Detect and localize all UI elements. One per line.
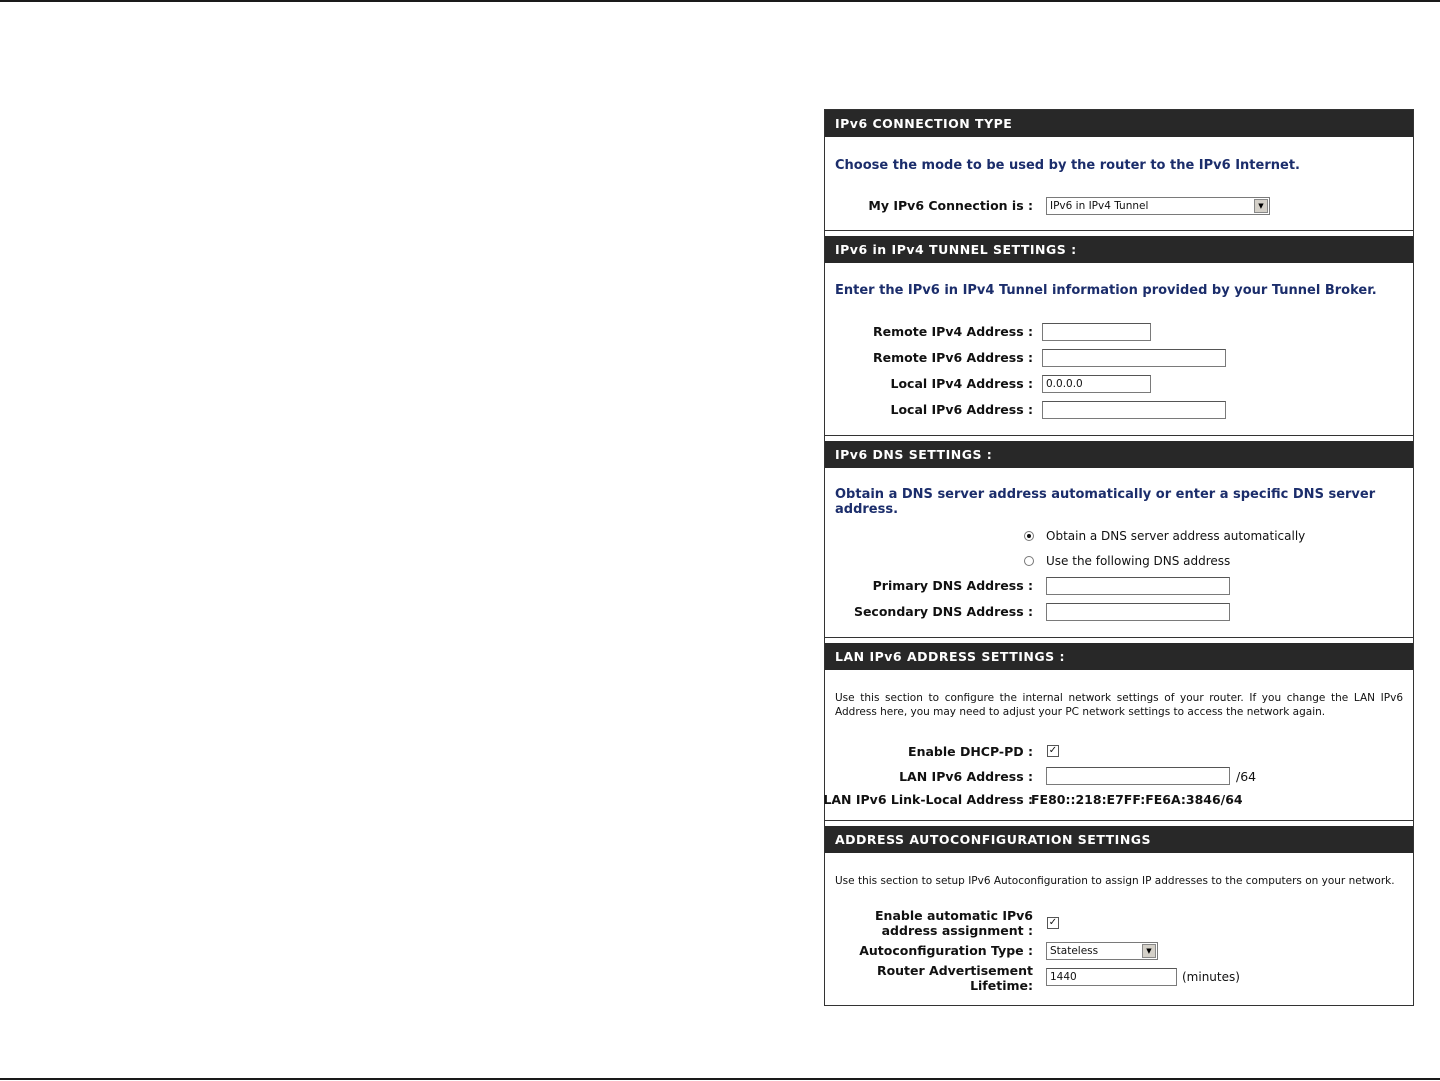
dhcp-pd-label: Enable DHCP-PD : bbox=[908, 744, 1033, 759]
secondary-dns-label: Secondary DNS Address : bbox=[853, 604, 1033, 619]
lan-ipv6-input[interactable] bbox=[1046, 767, 1230, 785]
tunnel-settings-intro: Enter the IPv6 in IPv4 Tunnel information provided by your Tunnel Broker. bbox=[835, 283, 1377, 298]
lan-ipv6-label: LAN IPv6 Address : bbox=[899, 769, 1033, 784]
lan-settings-header: LAN IPv6 ADDRESS SETTINGS : bbox=[825, 643, 1413, 670]
enable-auto-assign-label-line2: address assignment : bbox=[881, 923, 1033, 938]
local-ipv6-input[interactable] bbox=[1042, 401, 1226, 419]
ra-lifetime-label-line2: Lifetime: bbox=[970, 978, 1033, 993]
connection-type-select[interactable] bbox=[1046, 197, 1270, 215]
section-divider bbox=[825, 637, 1413, 638]
local-ipv4-input[interactable] bbox=[1042, 375, 1151, 393]
connection-type-header: IPv6 CONNECTION TYPE bbox=[825, 110, 1413, 137]
link-local-value: FE80::218:E7FF:FE6A:3846/64 bbox=[1031, 792, 1243, 807]
secondary-dns-input[interactable] bbox=[1046, 603, 1230, 621]
section-divider bbox=[825, 820, 1413, 821]
connection-type-selected: IPv6 in IPv4 Tunnel bbox=[1050, 200, 1149, 212]
ra-lifetime-label bbox=[877, 963, 1033, 993]
chevron-down-icon: ▼ bbox=[1142, 944, 1156, 958]
remote-ipv6-input[interactable] bbox=[1042, 349, 1226, 367]
connection-type-label: My IPv6 Connection is : bbox=[868, 198, 1033, 213]
enable-auto-assign-checkbox[interactable]: ✓ bbox=[1048, 917, 1058, 928]
local-ipv4-label: Local IPv4 Address : bbox=[890, 376, 1033, 391]
section-divider bbox=[825, 435, 1413, 436]
ra-lifetime-unit: (minutes) bbox=[1182, 970, 1240, 984]
dns-settings-header: IPv6 DNS SETTINGS : bbox=[825, 441, 1413, 468]
top-rule bbox=[0, 0, 1440, 2]
enable-auto-assign-label bbox=[875, 908, 1033, 938]
dns-settings-intro: Obtain a DNS server address automatically or enter a specific DNS server address. bbox=[835, 487, 1376, 517]
dns-manual-label: Use the following DNS address bbox=[1046, 554, 1231, 568]
remote-ipv4-input[interactable] bbox=[1042, 323, 1151, 341]
tunnel-settings-header: IPv6 in IPv4 TUNNEL SETTINGS : bbox=[825, 236, 1413, 263]
dns-auto-radio[interactable] bbox=[1024, 531, 1034, 541]
remote-ipv4-label: Remote IPv4 Address : bbox=[873, 324, 1033, 339]
autoconfig-intro: Use this section to setup IPv6 Autoconfiguration to assign IP addresses to the computers on your network. bbox=[835, 875, 1395, 887]
lan-settings-intro: Use this section to configure the internal network settings of your router. If you change the LAN IPv6 Address here, you may need to adjust your PC network settings to access the network again. bbox=[835, 692, 1403, 718]
connection-type-intro: Choose the mode to be used by the router to the IPv6 Internet. bbox=[835, 158, 1300, 173]
autoconfig-type-label: Autoconfiguration Type : bbox=[859, 943, 1033, 958]
ra-lifetime-input[interactable] bbox=[1046, 968, 1177, 986]
ipv6-settings-panel bbox=[824, 109, 1414, 1006]
autoconfig-type-selected: Stateless bbox=[1050, 945, 1099, 957]
link-local-label: LAN IPv6 Link-Local Address : bbox=[823, 792, 1033, 807]
autoconfig-header: ADDRESS AUTOCONFIGURATION SETTINGS bbox=[825, 826, 1413, 853]
chevron-down-icon: ▼ bbox=[1254, 199, 1268, 213]
section-divider bbox=[825, 230, 1413, 231]
enable-auto-assign-label-line1: Enable automatic IPv6 bbox=[875, 908, 1033, 923]
dhcp-pd-checkbox[interactable]: ✓ bbox=[1048, 745, 1058, 756]
primary-dns-input[interactable] bbox=[1046, 577, 1230, 595]
ra-lifetime-label-line1: Router Advertisement bbox=[876, 963, 1033, 978]
dns-manual-radio[interactable] bbox=[1024, 556, 1034, 566]
primary-dns-label: Primary DNS Address : bbox=[872, 578, 1033, 593]
dns-auto-label: Obtain a DNS server address automatically bbox=[1046, 529, 1306, 543]
autoconfig-type-select[interactable] bbox=[1046, 942, 1158, 960]
prefix-length: /64 bbox=[1236, 769, 1257, 784]
local-ipv6-label: Local IPv6 Address : bbox=[890, 402, 1033, 417]
bottom-rule bbox=[0, 1078, 1440, 1080]
remote-ipv6-label: Remote IPv6 Address : bbox=[873, 350, 1033, 365]
